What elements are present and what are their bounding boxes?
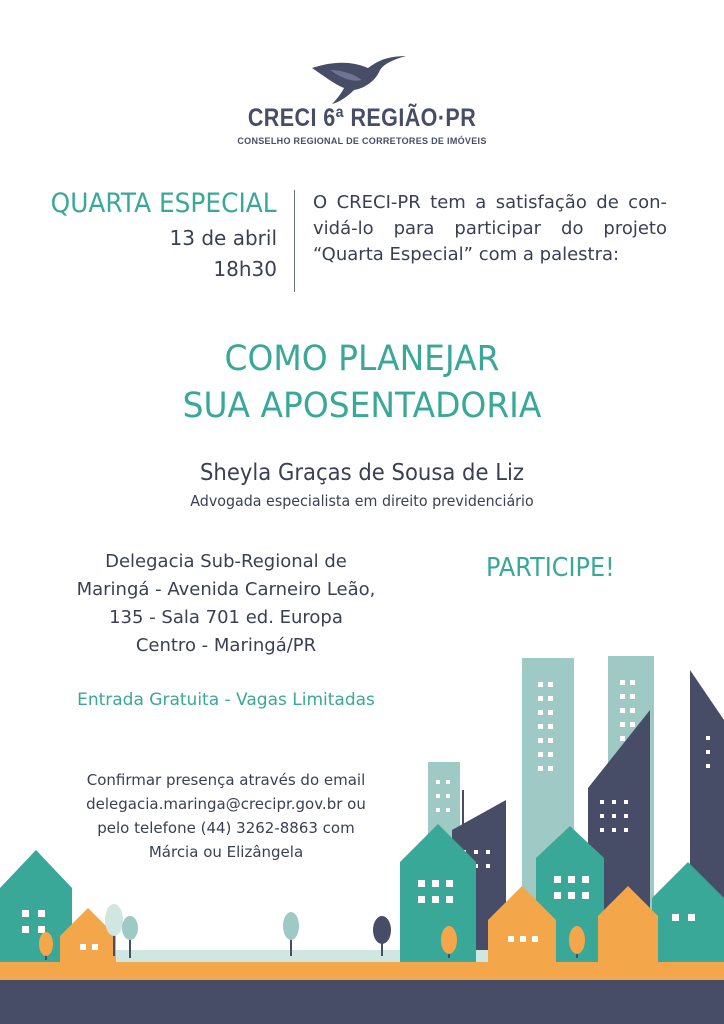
venue-line: 135 - Sala 701 ed. Europa [109, 607, 343, 628]
talk-title-line2: SUA APOSENTADORIA [182, 386, 542, 426]
event-name: QUARTA ESPECIAL [51, 188, 277, 219]
venue-line: Delegacia Sub-Regional de [105, 551, 347, 572]
tree [283, 912, 299, 956]
venue-line: Centro - Maringá/PR [135, 635, 317, 656]
vertical-divider [294, 190, 295, 292]
participate-cta: PARTICIPE! [486, 553, 615, 583]
hummingbird-icon [310, 48, 410, 106]
rsvp-email: delegacia.maringa@crecipr.gov.br ou [86, 795, 366, 813]
free-entry-notice: Entrada Gratuita - Vagas Limitadas [77, 690, 375, 710]
venue-line: Maringá - Avenida Carneiro Leão, [76, 579, 376, 600]
rsvp-line: Confirmar presença através do email [86, 771, 366, 789]
event-date: 13 de abril [169, 226, 277, 250]
ground [0, 980, 724, 1024]
logo-title: CRECI 6ª REGIÃO·PR [247, 104, 477, 132]
talk-title-line1: COMO PLANEJAR [224, 339, 500, 379]
ground [0, 962, 724, 980]
speaker-name: Sheyla Graças de Sousa de Liz [199, 460, 525, 486]
speaker-role: Advogada especialista em direito previdenciário [190, 492, 534, 510]
logo-subtitle: CONSELHO REGIONAL DE CORRETORES DE IMÓVEIS [237, 136, 487, 146]
antenna [462, 790, 464, 830]
invitation-text: O CRECI-PR tem a satisfação de con- vidá-lo para participar do projeto “Quarta Especial” com a palestra: [313, 192, 667, 265]
event-time: 18h30 [213, 257, 277, 281]
city-skyline-illustration [0, 640, 724, 1024]
rsvp-line: pelo telefone (44) 3262-8863 com [97, 819, 355, 837]
talk-title [22, 336, 703, 430]
rsvp-line: Márcia ou Elizângela [148, 843, 304, 861]
